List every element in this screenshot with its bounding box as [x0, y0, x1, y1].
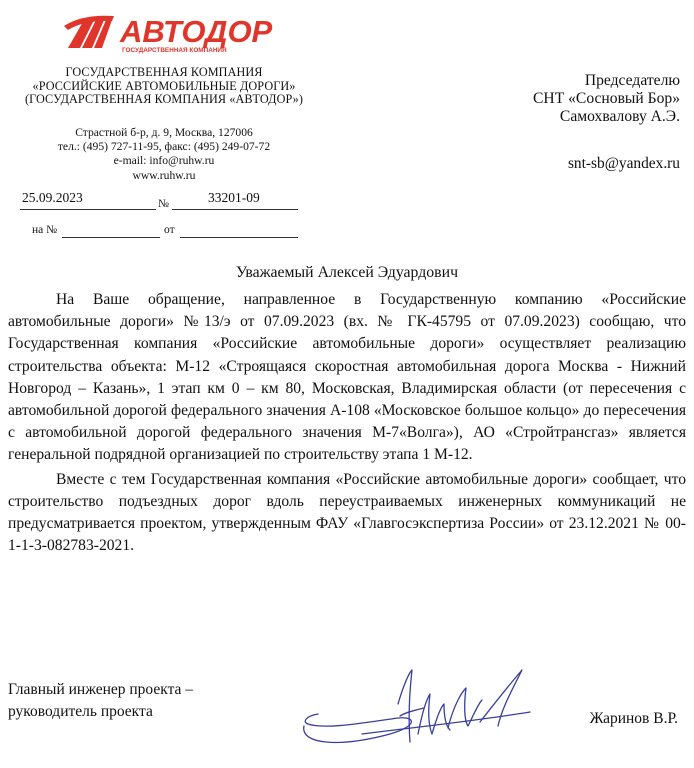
date-underline	[20, 209, 156, 210]
org-line: «РОССИЙСКИЕ АВТОМОБИЛЬНЫЕ ДОРОГИ»	[32, 78, 296, 93]
reply-from-underline	[180, 237, 298, 238]
org-line: (ГОСУДАРСТВЕННАЯ КОМПАНИЯ «АВТОДОР»)	[24, 92, 304, 107]
organization-contacts	[22, 126, 306, 183]
addressee-block	[380, 72, 680, 126]
logo-wordmark: АВТОДОР	[120, 14, 273, 49]
addressee-email: snt-sb@yandex.ru	[567, 155, 680, 172]
signer-position-line: Главный инженер проекта –	[8, 681, 194, 698]
addressee-line: СНТ «Сосновый Бор»	[533, 90, 680, 107]
signer-name: Жаринов В.Р.	[589, 710, 678, 727]
addressee-line: Председателю	[584, 72, 680, 89]
reply-number-label: на №	[32, 224, 58, 236]
signer-position-line: руководитель проекта	[8, 703, 153, 720]
org-address: Страстной б-р, д. 9, Москва, 127006	[75, 126, 253, 139]
letter-body	[8, 289, 686, 557]
number-underline	[172, 209, 298, 210]
org-email: e-mail: info@ruhw.ru	[113, 154, 215, 168]
handwritten-signature	[298, 664, 534, 758]
road-stripes-icon	[64, 16, 114, 48]
reply-from-label: от	[164, 224, 175, 236]
registration-number-label: №	[158, 198, 169, 210]
addressee-line: Самохвалову А.Э.	[559, 108, 680, 125]
avtodor-logo	[62, 12, 274, 54]
registration-number: 33201-09	[208, 190, 260, 205]
letter-paragraph: Вместе с тем Государственная компания «Российские автомобильные дороги» сообщает, что строительство подъездных дорог вдоль переустраиваемых инженерных коммуникаций не предусматривается проектом, утвержденным ФАУ «Главгосэкспертиза России» от 23.12.2021 № 00-1-1-3-082783-2021.	[8, 470, 686, 555]
logo-subtitle: ГОСУДАРСТВЕННАЯ КОМПАНИЯ	[122, 47, 227, 54]
registration-date: 25.09.2023	[22, 190, 83, 205]
org-line: ГОСУДАРСТВЕННАЯ КОМПАНИЯ	[65, 65, 263, 79]
organization-name	[22, 66, 306, 107]
signer-position	[8, 679, 193, 723]
letter-paragraph: На Ваше обращение, направленное в Государственную компанию «Российские автомобильные дороги» №13/э от 07.09.2023 (вх. № ГК-45795 от 07.09.2023) сообщаю, что Государственная компания «Российские автомобильные дороги» осуществляет реализацию строительства объекта: М-12 «Строящаяся скоростная автомобильная дорога Москва - Нижний Новгород – Казань», 1 этап км 0 – км 80, Московская, Владимирская области (от пересечения с автомобильной дорогой федерального значения А-108 «Московское большое кольцо» до пересечения с автомобильной дорогой федерального значения М-7«Волга»), АО «Стройтрансгаз» является генеральной подрядной организацией по строительству этапа 1 М-12.	[8, 291, 686, 464]
org-website: www.ruhw.ru	[132, 168, 196, 182]
org-phones: тел.: (495) 727-11-95, факс: (495) 249-07-72	[57, 140, 271, 154]
reply-number-underline	[62, 237, 160, 238]
letter-greeting: Уважаемый Алексей Эдуардович	[235, 264, 459, 281]
